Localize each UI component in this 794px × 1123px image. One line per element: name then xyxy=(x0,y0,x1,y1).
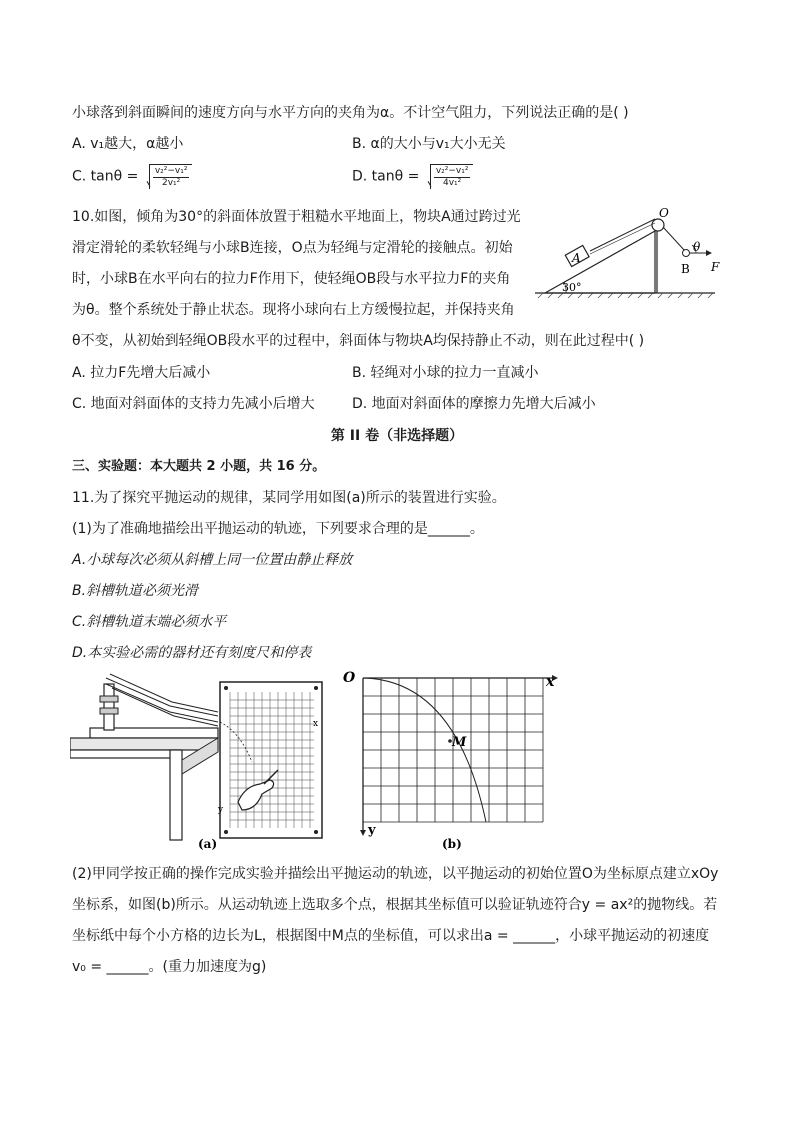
rope-a xyxy=(590,219,655,251)
origin-label: O xyxy=(343,670,356,686)
label-o: O xyxy=(659,206,669,220)
q9-option-d-numerator: v₂²−v₁² xyxy=(435,166,469,176)
figure-b-label: (b) xyxy=(442,837,462,850)
pulley-wheel xyxy=(652,219,664,231)
label-f: F xyxy=(711,260,720,274)
q10-line-2: 滑定滑轮的柔软轻绳与小球B连接，O点为轻绳与定滑轮的接触点。初始 xyxy=(72,240,513,256)
rope-b xyxy=(663,227,685,251)
svg-text:x: x xyxy=(313,719,319,729)
q11-choice-b: B.斜槽轨道必须光滑 xyxy=(72,583,199,599)
q9-option-c-prefix: C. tanθ = xyxy=(72,168,139,185)
q9-option-d-fraction xyxy=(434,166,471,189)
q9-option-d-prefix: D. tanθ = xyxy=(352,168,420,185)
label-angle: 30° xyxy=(562,281,582,294)
point-m-label: M xyxy=(452,735,467,750)
table-leg xyxy=(170,750,182,840)
q10-option-b: B. 轻绳对小球的拉力一直减小 xyxy=(352,365,539,381)
q11-intro: 11.为了探究平抛运动的规律，某同学用如图(a)所示的装置进行实验。 xyxy=(72,490,506,506)
q9-option-d-sqrt xyxy=(430,164,474,189)
q9-option-c xyxy=(72,164,192,189)
q11-choice-d: D.本实验必需的器材还有刻度尺和停表 xyxy=(72,645,312,661)
q11-figure-b xyxy=(338,668,560,850)
q10-line-3: 时，小球B在水平向右的拉力F作用下，使轻绳OB段与水平拉力F的夹角 xyxy=(72,271,511,287)
q10-line-4: 为θ。整个系统处于静止状态。现将小球向右上方缓慢拉起，并保持夹角 xyxy=(72,302,515,318)
q10-option-a: A. 拉力F先增大后减小 xyxy=(72,365,211,381)
q10-option-d: D. 地面对斜面体的摩擦力先增大后减小 xyxy=(352,396,596,412)
q11-figure-a xyxy=(70,672,330,850)
q9-option-c-denominator: 2v₁² xyxy=(162,178,181,188)
q11-sub2-line-4: v₀ = ______。(重力加速度为g) xyxy=(72,959,267,975)
q9-option-d xyxy=(352,164,473,189)
x-axis-label: x xyxy=(546,674,555,690)
label-b: B xyxy=(681,262,690,276)
q11-choice-c: C.斜槽轨道末端必须水平 xyxy=(72,614,227,630)
force-arrowhead xyxy=(706,250,712,256)
q10-incline-figure xyxy=(530,205,730,305)
q10-option-c: C. 地面对斜面体的支持力先减小后增大 xyxy=(72,396,315,412)
q11-sub2-line-2: 坐标系，如图(b)所示。从运动轨迹上选取多个点，根据其坐标值可以验证轨迹符合y = ax²的抛物线。若 xyxy=(72,897,718,913)
chute-stand xyxy=(104,684,114,730)
figure-a-label: (a) xyxy=(198,837,218,850)
label-a: A xyxy=(572,251,581,265)
q11-sub2-line-1: (2)甲同学按正确的操作完成实验并描绘出平抛运动的轨迹，以平抛运动的初始位置O为坐标原点建立xOy xyxy=(72,866,719,882)
q10-line-1: 10.如图，倾角为30°的斜面体放置于粗糙水平地面上，物块A通过跨过光 xyxy=(72,209,521,225)
q10-line-5: θ不变，从初始到轻绳OB段水平的过程中，斜面体与物块A均保持静止不动，则在此过程中( ) xyxy=(72,333,645,349)
q9-option-b: B. α的大小与v₁大小无关 xyxy=(352,136,506,152)
trajectory-grid xyxy=(363,678,543,822)
grid-board xyxy=(220,682,322,838)
q11-sub2-line-3: 坐标纸中每个小方格的边长为L，根据图中M点的坐标值，可以求出a = ______，小球平抛运动的初速度 xyxy=(72,928,710,944)
q9-option-c-numerator: v₂²−v₁² xyxy=(154,166,188,176)
ball-b xyxy=(683,250,690,257)
q9-option-d-denominator: 4v₁² xyxy=(443,178,462,188)
part-three-heading: 三、实验题：本大题共 2 小题，共 16 分。 xyxy=(72,459,326,474)
y-axis-label: y xyxy=(368,823,376,838)
label-theta: θ xyxy=(693,240,701,254)
q9-option-c-fraction xyxy=(153,166,190,189)
q11-sub1: (1)为了准确地描绘出平抛运动的轨迹，下列要求合理的是______。 xyxy=(72,521,484,537)
q9-stem-tail: 小球落到斜面瞬间的速度方向与水平方向的夹角为α。不计空气阻力，下列说法正确的是( ) xyxy=(72,105,629,121)
chute xyxy=(106,674,218,726)
q9-option-a: A. v₁越大，α越小 xyxy=(72,136,184,152)
section-title: 第 II 卷（非选择题） xyxy=(330,428,464,444)
q9-option-c-sqrt xyxy=(149,164,193,189)
q11-choice-a: A.小球每次必须从斜槽上同一位置由静止释放 xyxy=(72,552,353,568)
svg-text:y: y xyxy=(218,805,224,815)
